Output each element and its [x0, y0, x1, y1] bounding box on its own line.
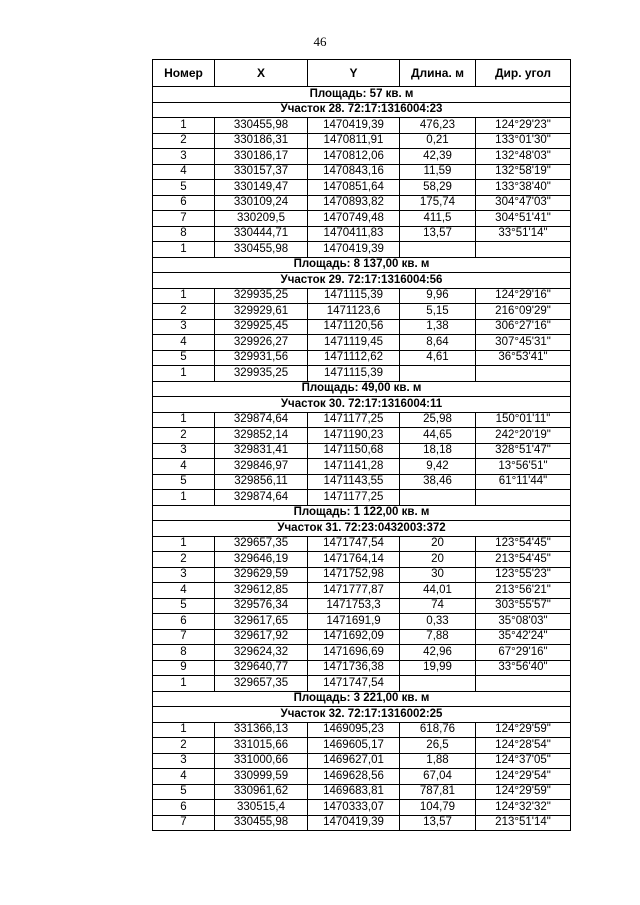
length-cell: 42,96: [400, 645, 476, 661]
table-row: [153, 722, 571, 738]
direction-angle-cell: 213°56'21": [476, 583, 571, 599]
y-coordinate-cell: 1471123,6: [308, 304, 400, 320]
y-coordinate-cell: 1469683,81: [308, 784, 400, 800]
direction-angle-cell: 124°37'05": [476, 753, 571, 769]
direction-angle-cell: 61°11'44": [476, 474, 571, 490]
direction-angle-cell: 35°08'03": [476, 614, 571, 630]
y-coordinate-cell: 1469628,56: [308, 769, 400, 785]
y-coordinate-cell: 1470893,82: [308, 195, 400, 211]
table-row: [153, 474, 571, 490]
length-cell: 411,5: [400, 211, 476, 227]
direction-angle-cell: 133°01'30": [476, 133, 571, 149]
length-cell: [400, 366, 476, 382]
x-coordinate-cell: 330515,4: [215, 800, 308, 816]
length-cell: 30: [400, 567, 476, 583]
direction-angle-cell: 307°45'31": [476, 335, 571, 351]
area-label: Площадь: 49,00 кв. м: [153, 381, 571, 397]
direction-angle-cell: [476, 676, 571, 692]
y-coordinate-cell: 1471736,38: [308, 660, 400, 676]
length-cell: 44,65: [400, 428, 476, 444]
length-cell: 9,96: [400, 288, 476, 304]
area-row: [153, 381, 571, 397]
table-row: [153, 583, 571, 599]
point-number-cell: 5: [153, 598, 215, 614]
point-number-cell: 1: [153, 490, 215, 506]
table-row: [153, 676, 571, 692]
length-cell: 175,74: [400, 195, 476, 211]
direction-angle-cell: 35°42'24": [476, 629, 571, 645]
table-header-row: [153, 60, 571, 87]
point-number-cell: 2: [153, 428, 215, 444]
length-cell: 618,76: [400, 722, 476, 738]
point-number-cell: 7: [153, 815, 215, 831]
point-number-cell: 3: [153, 149, 215, 165]
table-row: [153, 133, 571, 149]
direction-angle-cell: 304°51'41": [476, 211, 571, 227]
y-coordinate-cell: 1470811,91: [308, 133, 400, 149]
x-coordinate-cell: 329576,34: [215, 598, 308, 614]
length-cell: 20: [400, 536, 476, 552]
x-coordinate-cell: 329612,85: [215, 583, 308, 599]
point-number-cell: 8: [153, 645, 215, 661]
plot-row: [153, 707, 571, 723]
x-coordinate-cell: 329617,65: [215, 614, 308, 630]
length-cell: 4,61: [400, 350, 476, 366]
table-row: [153, 800, 571, 816]
table-row: [153, 459, 571, 475]
table-row: [153, 443, 571, 459]
point-number-cell: 2: [153, 552, 215, 568]
x-coordinate-cell: 329646,19: [215, 552, 308, 568]
x-coordinate-cell: 330209,5: [215, 211, 308, 227]
y-coordinate-cell: 1470843,16: [308, 164, 400, 180]
point-number-cell: 1: [153, 536, 215, 552]
point-number-cell: 2: [153, 133, 215, 149]
x-coordinate-cell: 329935,25: [215, 366, 308, 382]
y-coordinate-cell: 1470419,39: [308, 815, 400, 831]
length-cell: 787,81: [400, 784, 476, 800]
length-cell: 9,42: [400, 459, 476, 475]
length-cell: 74: [400, 598, 476, 614]
x-coordinate-cell: 329935,25: [215, 288, 308, 304]
direction-angle-cell: 124°32'32": [476, 800, 571, 816]
length-cell: 13,57: [400, 815, 476, 831]
x-coordinate-cell: 330455,98: [215, 118, 308, 134]
table-row: [153, 552, 571, 568]
plot-label: Участок 28. 72:17:1316004:23: [153, 102, 571, 118]
area-label: Площадь: 1 122,00 кв. м: [153, 505, 571, 521]
x-coordinate-cell: 329831,41: [215, 443, 308, 459]
point-number-cell: 5: [153, 350, 215, 366]
y-coordinate-cell: 1471747,54: [308, 676, 400, 692]
x-coordinate-cell: 330455,98: [215, 242, 308, 258]
page-number: 46: [313, 34, 327, 49]
x-coordinate-cell: 329629,59: [215, 567, 308, 583]
direction-angle-cell: 67°29'16": [476, 645, 571, 661]
table-body: [153, 87, 571, 831]
y-coordinate-cell: 1470411,83: [308, 226, 400, 242]
y-coordinate-cell: 1470333,07: [308, 800, 400, 816]
table-row: [153, 660, 571, 676]
y-coordinate-cell: 1470749,48: [308, 211, 400, 227]
direction-angle-cell: 213°54'45": [476, 552, 571, 568]
y-coordinate-cell: 1471190,23: [308, 428, 400, 444]
length-cell: 104,79: [400, 800, 476, 816]
length-cell: 19,99: [400, 660, 476, 676]
point-number-cell: 2: [153, 738, 215, 754]
length-cell: 20: [400, 552, 476, 568]
length-cell: 8,64: [400, 335, 476, 351]
x-coordinate-cell: 331366,13: [215, 722, 308, 738]
length-cell: 1,38: [400, 319, 476, 335]
table-row: [153, 629, 571, 645]
x-coordinate-cell: 331015,66: [215, 738, 308, 754]
area-label: Площадь: 8 137,00 кв. м: [153, 257, 571, 273]
y-coordinate-cell: 1470419,39: [308, 242, 400, 258]
x-coordinate-cell: 330999,59: [215, 769, 308, 785]
y-coordinate-cell: 1469095,23: [308, 722, 400, 738]
point-number-cell: 3: [153, 443, 215, 459]
x-coordinate-cell: 329624,32: [215, 645, 308, 661]
length-cell: 42,39: [400, 149, 476, 165]
area-row: [153, 257, 571, 273]
x-coordinate-cell: 330109,24: [215, 195, 308, 211]
point-number-cell: 1: [153, 288, 215, 304]
y-coordinate-cell: 1471692,09: [308, 629, 400, 645]
table-row: [153, 815, 571, 831]
direction-angle-cell: 132°48'03": [476, 149, 571, 165]
y-coordinate-cell: 1471777,87: [308, 583, 400, 599]
point-number-cell: 5: [153, 474, 215, 490]
table-row: [153, 288, 571, 304]
direction-angle-cell: 36°53'41": [476, 350, 571, 366]
x-coordinate-cell: 329852,14: [215, 428, 308, 444]
length-cell: 1,88: [400, 753, 476, 769]
direction-angle-cell: [476, 242, 571, 258]
direction-angle-cell: 304°47'03": [476, 195, 571, 211]
x-coordinate-cell: 330444,71: [215, 226, 308, 242]
x-coordinate-cell: 329617,92: [215, 629, 308, 645]
table-row: [153, 412, 571, 428]
x-coordinate-cell: 329657,35: [215, 536, 308, 552]
table-row: [153, 567, 571, 583]
x-coordinate-cell: 329856,11: [215, 474, 308, 490]
direction-angle-cell: 33°56'40": [476, 660, 571, 676]
plot-row: [153, 521, 571, 537]
table-row: [153, 319, 571, 335]
direction-angle-cell: 124°29'59": [476, 784, 571, 800]
point-number-cell: 4: [153, 769, 215, 785]
y-coordinate-cell: 1471696,69: [308, 645, 400, 661]
direction-angle-cell: 33°51'14": [476, 226, 571, 242]
table-row: [153, 536, 571, 552]
header-direction-angle: Дир. угол: [476, 60, 571, 87]
point-number-cell: 1: [153, 722, 215, 738]
y-coordinate-cell: 1471141,28: [308, 459, 400, 475]
table-row: [153, 753, 571, 769]
table-row: [153, 335, 571, 351]
point-number-cell: 4: [153, 583, 215, 599]
area-row: [153, 505, 571, 521]
area-row: [153, 691, 571, 707]
area-label: Площадь: 3 221,00 кв. м: [153, 691, 571, 707]
point-number-cell: 1: [153, 412, 215, 428]
header-y: Y: [308, 60, 400, 87]
point-number-cell: 7: [153, 629, 215, 645]
point-number-cell: 3: [153, 567, 215, 583]
x-coordinate-cell: 329931,56: [215, 350, 308, 366]
x-coordinate-cell: 329874,64: [215, 412, 308, 428]
point-number-cell: 1: [153, 118, 215, 134]
direction-angle-cell: 303°55'57": [476, 598, 571, 614]
coordinates-table: [152, 59, 571, 831]
x-coordinate-cell: 329929,61: [215, 304, 308, 320]
table-row: [153, 195, 571, 211]
y-coordinate-cell: 1469605,17: [308, 738, 400, 754]
y-coordinate-cell: 1471177,25: [308, 490, 400, 506]
point-number-cell: 2: [153, 304, 215, 320]
length-cell: 38,46: [400, 474, 476, 490]
x-coordinate-cell: 329926,27: [215, 335, 308, 351]
x-coordinate-cell: 329657,35: [215, 676, 308, 692]
plot-row: [153, 102, 571, 118]
table-row: [153, 784, 571, 800]
direction-angle-cell: [476, 490, 571, 506]
y-coordinate-cell: 1471177,25: [308, 412, 400, 428]
y-coordinate-cell: 1471120,56: [308, 319, 400, 335]
length-cell: 25,98: [400, 412, 476, 428]
plot-row: [153, 273, 571, 289]
table-row: [153, 242, 571, 258]
direction-angle-cell: 124°29'54": [476, 769, 571, 785]
point-number-cell: 6: [153, 800, 215, 816]
table-row: [153, 738, 571, 754]
x-coordinate-cell: 330186,17: [215, 149, 308, 165]
plot-label: Участок 29. 72:17:1316004:56: [153, 273, 571, 289]
area-label: Площадь: 57 кв. м: [153, 87, 571, 103]
direction-angle-cell: [476, 366, 571, 382]
table-row: [153, 164, 571, 180]
plot-row: [153, 397, 571, 413]
table-row: [153, 118, 571, 134]
direction-angle-cell: 328°51'47": [476, 443, 571, 459]
table-row: [153, 598, 571, 614]
point-number-cell: 3: [153, 753, 215, 769]
point-number-cell: 4: [153, 459, 215, 475]
length-cell: 13,57: [400, 226, 476, 242]
point-number-cell: 9: [153, 660, 215, 676]
y-coordinate-cell: 1471115,39: [308, 366, 400, 382]
table-row: [153, 149, 571, 165]
table-row: [153, 350, 571, 366]
table-row: [153, 645, 571, 661]
point-number-cell: 1: [153, 242, 215, 258]
length-cell: 67,04: [400, 769, 476, 785]
point-number-cell: 4: [153, 335, 215, 351]
x-coordinate-cell: 329925,45: [215, 319, 308, 335]
y-coordinate-cell: 1471753,3: [308, 598, 400, 614]
point-number-cell: 1: [153, 366, 215, 382]
direction-angle-cell: 124°28'54": [476, 738, 571, 754]
plot-label: Участок 32. 72:17:1316002:25: [153, 707, 571, 723]
direction-angle-cell: 124°29'23": [476, 118, 571, 134]
y-coordinate-cell: 1470419,39: [308, 118, 400, 134]
point-number-cell: 1: [153, 676, 215, 692]
length-cell: [400, 676, 476, 692]
plot-label: Участок 31. 72:23:0432003:372: [153, 521, 571, 537]
length-cell: 18,18: [400, 443, 476, 459]
x-coordinate-cell: 330186,31: [215, 133, 308, 149]
direction-angle-cell: 13°56'51": [476, 459, 571, 475]
y-coordinate-cell: 1471764,14: [308, 552, 400, 568]
y-coordinate-cell: 1471150,68: [308, 443, 400, 459]
length-cell: 11,59: [400, 164, 476, 180]
point-number-cell: 7: [153, 211, 215, 227]
x-coordinate-cell: 330157,37: [215, 164, 308, 180]
length-cell: 44,01: [400, 583, 476, 599]
x-coordinate-cell: 329874,64: [215, 490, 308, 506]
direction-angle-cell: 132°58'19": [476, 164, 571, 180]
y-coordinate-cell: 1471691,9: [308, 614, 400, 630]
x-coordinate-cell: 331000,66: [215, 753, 308, 769]
point-number-cell: 5: [153, 180, 215, 196]
y-coordinate-cell: 1469627,01: [308, 753, 400, 769]
point-number-cell: 8: [153, 226, 215, 242]
direction-angle-cell: 150°01'11": [476, 412, 571, 428]
direction-angle-cell: 133°38'40": [476, 180, 571, 196]
length-cell: [400, 490, 476, 506]
direction-angle-cell: 216°09'29": [476, 304, 571, 320]
direction-angle-cell: 124°29'59": [476, 722, 571, 738]
point-number-cell: 5: [153, 784, 215, 800]
table-row: [153, 226, 571, 242]
table-row: [153, 769, 571, 785]
direction-angle-cell: 306°27'16": [476, 319, 571, 335]
x-coordinate-cell: 330149,47: [215, 180, 308, 196]
direction-angle-cell: 123°55'23": [476, 567, 571, 583]
table-row: [153, 304, 571, 320]
y-coordinate-cell: 1471143,55: [308, 474, 400, 490]
point-number-cell: 4: [153, 164, 215, 180]
y-coordinate-cell: 1471747,54: [308, 536, 400, 552]
x-coordinate-cell: 329640,77: [215, 660, 308, 676]
table-row: [153, 490, 571, 506]
header-number: Номер: [153, 60, 215, 87]
y-coordinate-cell: 1471752,98: [308, 567, 400, 583]
y-coordinate-cell: 1471119,45: [308, 335, 400, 351]
direction-angle-cell: 242°20'19": [476, 428, 571, 444]
direction-angle-cell: 124°29'16": [476, 288, 571, 304]
table-row: [153, 211, 571, 227]
y-coordinate-cell: 1471112,62: [308, 350, 400, 366]
point-number-cell: 6: [153, 195, 215, 211]
x-coordinate-cell: 329846,97: [215, 459, 308, 475]
length-cell: 0,21: [400, 133, 476, 149]
table-row: [153, 614, 571, 630]
point-number-cell: 6: [153, 614, 215, 630]
length-cell: 5,15: [400, 304, 476, 320]
direction-angle-cell: 213°51'14": [476, 815, 571, 831]
plot-label: Участок 30. 72:17:1316004:11: [153, 397, 571, 413]
length-cell: [400, 242, 476, 258]
length-cell: 26,5: [400, 738, 476, 754]
direction-angle-cell: 123°54'45": [476, 536, 571, 552]
y-coordinate-cell: 1471115,39: [308, 288, 400, 304]
length-cell: 476,23: [400, 118, 476, 134]
length-cell: 0,33: [400, 614, 476, 630]
x-coordinate-cell: 330455,98: [215, 815, 308, 831]
table-row: [153, 180, 571, 196]
area-row: [153, 87, 571, 103]
length-cell: 58,29: [400, 180, 476, 196]
y-coordinate-cell: 1470851,64: [308, 180, 400, 196]
point-number-cell: 3: [153, 319, 215, 335]
y-coordinate-cell: 1470812,06: [308, 149, 400, 165]
header-x: X: [215, 60, 308, 87]
x-coordinate-cell: 330961,62: [215, 784, 308, 800]
length-cell: 7,88: [400, 629, 476, 645]
table-row: [153, 366, 571, 382]
header-length: Длина. м: [400, 60, 476, 87]
table-row: [153, 428, 571, 444]
